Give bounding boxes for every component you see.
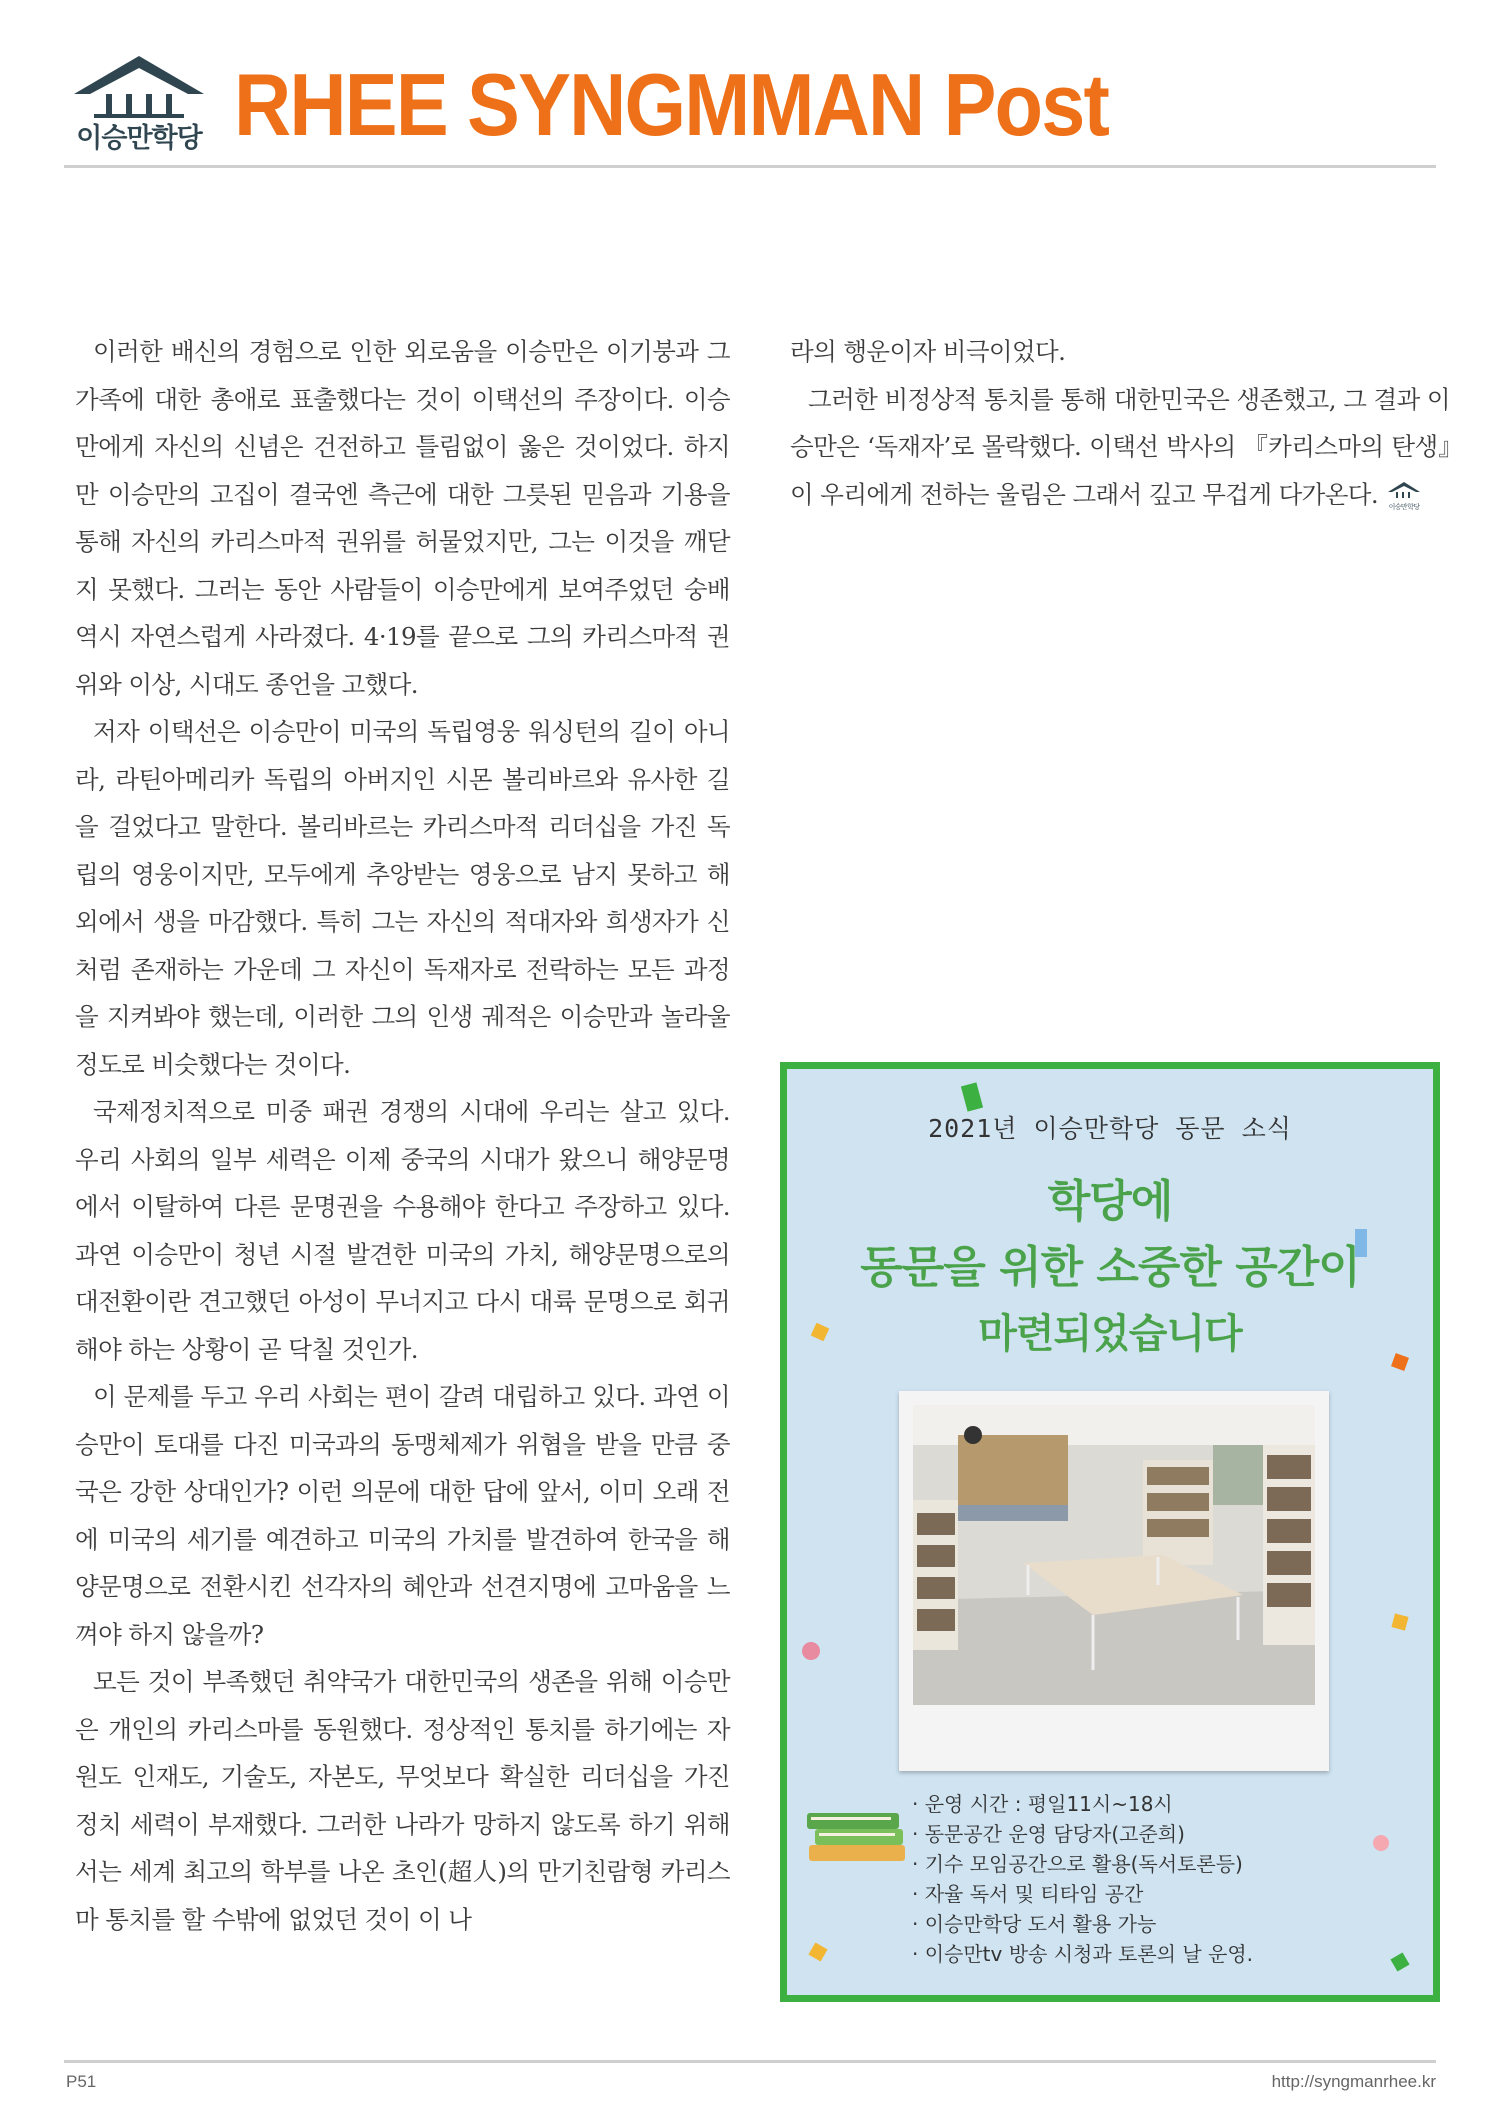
article-paragraph: 라의 행운이자 비극이었다. bbox=[790, 337, 1066, 366]
notice-info-item: · 이승만학당 도서 활용 가능 bbox=[912, 1909, 1253, 1939]
header-divider bbox=[64, 165, 1436, 168]
logo bbox=[64, 50, 214, 160]
notice-info-item: · 동문공간 운영 담당자(고준희) bbox=[912, 1819, 1253, 1849]
books-icon bbox=[803, 1799, 913, 1869]
confetti-icon bbox=[1387, 1609, 1417, 1639]
confetti-icon bbox=[1387, 1949, 1417, 1979]
end-mark-logo-icon bbox=[1384, 480, 1424, 512]
article-paragraph bbox=[790, 376, 1450, 519]
notice-info-item: · 자율 독서 및 티타임 공간 bbox=[912, 1879, 1253, 1909]
room-photo-frame bbox=[899, 1391, 1329, 1771]
article-paragraph: 모든 것이 부족했던 취약국가 대한민국의 생존을 위해 이승만은 개인의 카리스마를 동원했다. 정상적인 통치를 하기에는 자원도 인재도, 기술도, 자본도, 무엇보다 확실한 리더십을 가진 정치 세력이 부재했다. 그러한 나라가 망하지 않도록 하기 위해서는 세계 최고의 학부를 나온 초인(超人)의 만기친람형 카리스마 통치를 할 수밖에 없었던 것이 이 나 bbox=[75, 1667, 730, 1934]
confetti-icon bbox=[797, 1637, 827, 1667]
notice-info-list bbox=[912, 1789, 1253, 1969]
article-left-column bbox=[75, 328, 730, 1943]
notice-info-item: · 운영 시간 : 평일11시~18시 bbox=[912, 1789, 1253, 1819]
article-right-column bbox=[790, 328, 1450, 518]
end-mark-text: 이승만학당 bbox=[1388, 503, 1420, 511]
footer-divider bbox=[64, 2060, 1436, 2063]
notice-title bbox=[787, 1169, 1433, 1367]
notice-title-line: 학당에 bbox=[1047, 1176, 1173, 1227]
notice-subtitle: 2021년 이승만학당 동문 소식 bbox=[928, 1114, 1292, 1143]
notice-title-line: 마련되었습니다 bbox=[978, 1311, 1242, 1357]
notice-info-item: · 기수 모임공간으로 활용(독서토론등) bbox=[912, 1849, 1253, 1879]
footer-website[interactable]: http://syngmanrhee.kr bbox=[1271, 2072, 1436, 2091]
confetti-icon bbox=[1367, 1829, 1397, 1859]
notice-title-line: 동문을 위한 소중한 공간이 bbox=[860, 1242, 1360, 1293]
article-paragraph: 이러한 배신의 경험으로 인한 외로움을 이승만은 이기붕과 그 가족에 대한 총애로 표출했다는 것이 이택선의 주장이다. 이승만에게 자신의 신념은 건전하고 틀림없이 옳은 것이었다. 하지만 이승만의 고집이 결국엔 측근에 대한 그릇된 믿음과 기용을 통해 자신의 카리스마적 권위를 허물었지만, 그는 이것을 깨닫지 못했다. 그러는 동안 사람들이 이승만에게 보여주었던 숭배 역시 자연스럽게 사라졌다. 4·19를 끝으로 그의 카리스마적 권위와 이상, 시대도 종언을 고했다. bbox=[75, 337, 730, 699]
article-paragraph: 국제정치적으로 미중 패권 경쟁의 시대에 우리는 살고 있다. 우리 사회의 일부 세력은 이제 중국의 시대가 왔으니 해양문명에서 이탈하여 다른 문명권을 수용해야 한다고 주장하고 있다. 과연 이승만이 청년 시절 발견한 미국의 가치, 해양문명으로의 대전환이란 견고했던 아성이 무너지고 다시 대륙 문명으로 회귀해야 하는 상황이 곧 닥칠 것인가. bbox=[75, 1097, 730, 1364]
article-paragraph: 이 문제를 두고 우리 사회는 편이 갈려 대립하고 있다. 과연 이승만이 토대를 다진 미국과의 동맹체제가 위협을 받을 만큼 중국은 강한 상대인가? 이런 의문에 대한 답에 앞서, 이미 오래 전에 미국의 세기를 예견하고 미국의 가치를 발견하여 한국을 해양문명으로 전환시킨 선각자의 혜안과 선견지명에 고마움을 느껴야 하지 않을까? bbox=[75, 1382, 730, 1649]
article-paragraph-text: 그러한 비정상적 통치를 통해 대한민국은 생존했고, 그 결과 이승만은 ‘독재자’로 몰락했다. 이택선 박사의 『카리스마의 탄생』이 우리에게 전하는 울림은 그래서 깊고 무겁게 다가온다. bbox=[790, 384, 1450, 509]
publication-title: RHEE SYNGMMAN Post bbox=[234, 55, 1109, 154]
alumni-notice-box bbox=[780, 1062, 1440, 2002]
house-logo-icon bbox=[64, 50, 214, 120]
page-header bbox=[64, 50, 1436, 166]
logo-text: 이승만학당 bbox=[76, 123, 202, 154]
room-photo bbox=[913, 1405, 1315, 1705]
page-number: P51 bbox=[66, 2072, 97, 2091]
notice-info-item: · 이승만tv 방송 시청과 토론의 날 운영. bbox=[912, 1939, 1253, 1969]
confetti-icon bbox=[805, 1939, 835, 1969]
article-paragraph: 저자 이택선은 이승만이 미국의 독립영웅 워싱턴의 길이 아니라, 라틴아메리카 독립의 아버지인 시몬 볼리바르와 유사한 길을 걸었다고 말한다. 볼리바르는 카리스마적 리더십을 가진 독립의 영웅이지만, 모두에게 추앙받는 영웅으로 남지 못하고 해외에서 생을 마감했다. 특히 그는 자신의 적대자와 희생자가 신처럼 존재하는 가운데 그 자신이 독재자로 전락하는 모든 과정을 지켜봐야 했는데, 이러한 그의 인생 궤적은 이승만과 놀라울 정도로 비슷했다는 것이다. bbox=[75, 717, 730, 1079]
